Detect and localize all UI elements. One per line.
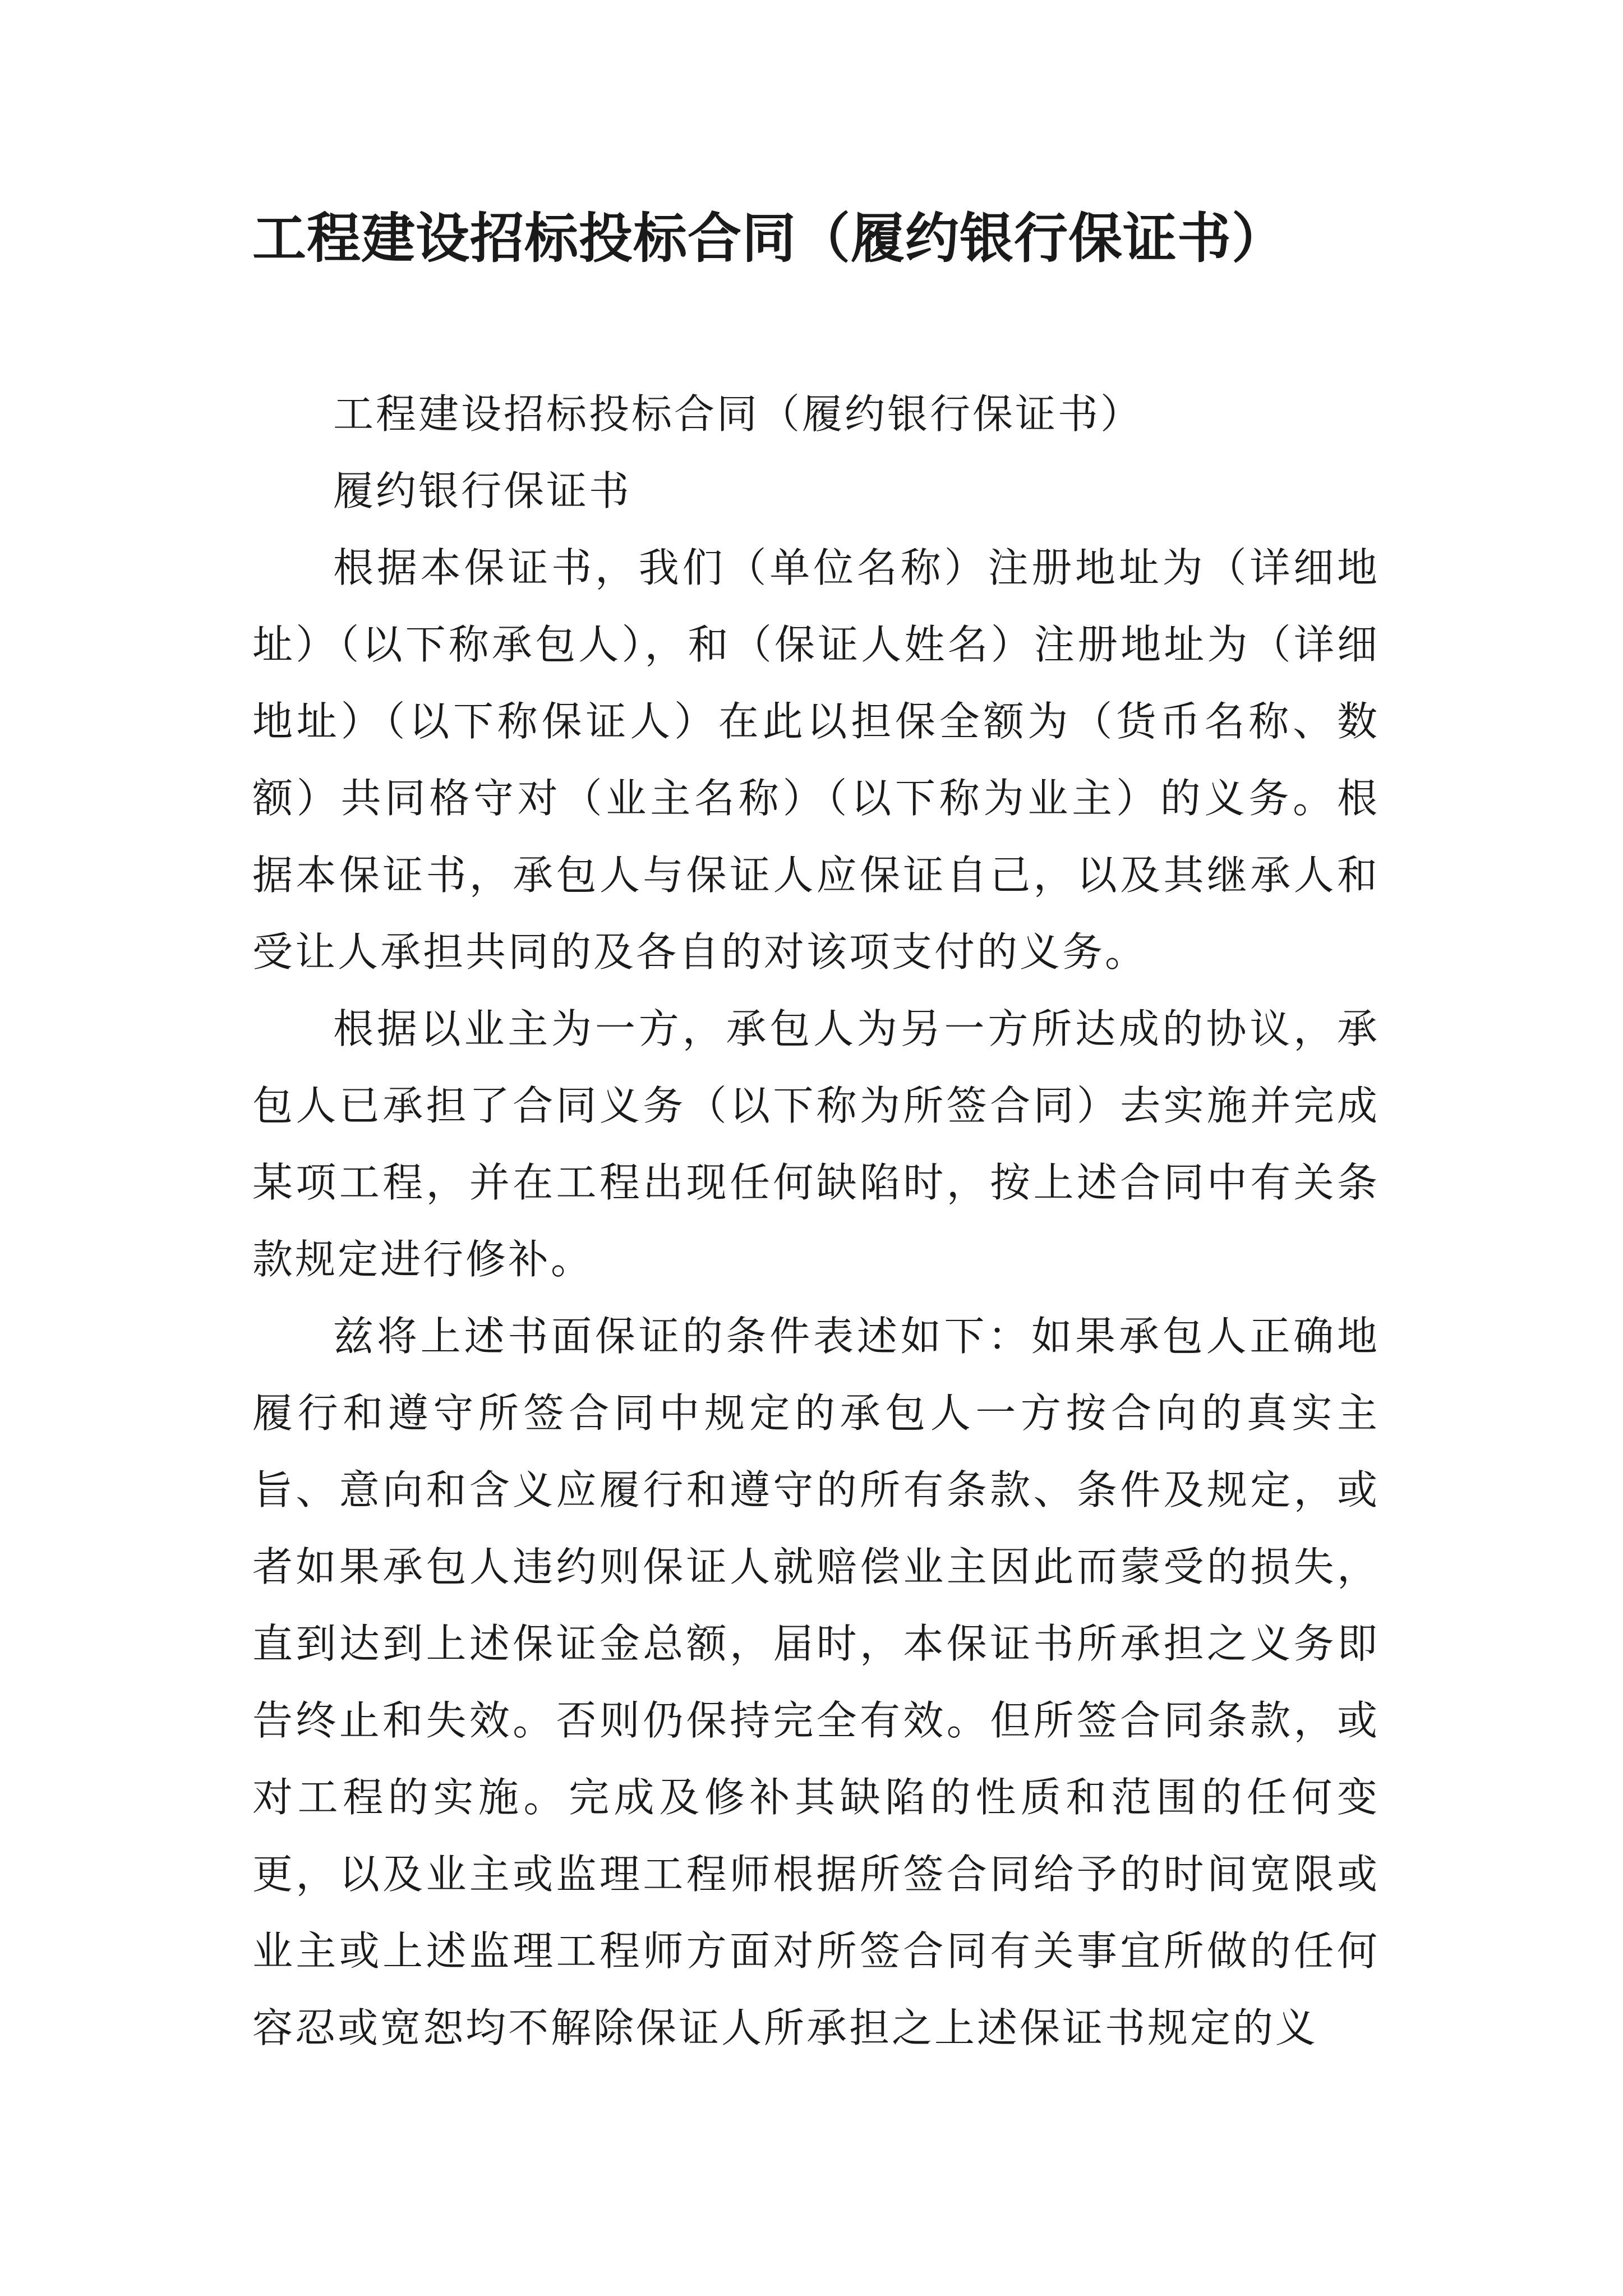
paragraph-subtitle: 工程建设招标投标合同（履约银行保证书） (333, 390, 1144, 438)
document-body (252, 376, 1380, 2067)
document-title: 工程建设招标投标合同（履约银行保证书） (252, 206, 1286, 270)
document-page (252, 202, 1380, 2067)
paragraph-heading: 履约银行保证书 (333, 467, 632, 514)
paragraph-parties: 根据本保证书，我们（单位名称）注册地址为（详细地址）（以下称承包人），和（保证人姓名）注册地址为（详细地址）（以下称保证人）在此以担保全额为（货币名称、数额）共同格守对（业主名称）（以下称为业主）的义务。根据本保证书，承包人与保证人应保证自己，以及其继承人和受让人承担共同的及各自的对该项支付的义务。 (252, 544, 1380, 976)
paragraph-agreement: 根据以业主为一方，承包人为另一方所达成的协议，承包人已承担了合同义务（以下称为所签合同）去实施并完成某项工程，并在工程出现任何缺陷时，按上述合同中有关条款规定进行修补。 (252, 1005, 1380, 1283)
paragraph-conditions: 兹将上述书面保证的条件表述如下：如果承包人正确地履行和遵守所签合同中规定的承包人一方按合向的真实主旨、意向和含义应履行和遵守的所有条款、条件及规定，或者如果承包人违约则保证人就赔偿业主因此而蒙受的损失，直到达到上述保证金总额，届时，本保证书所承担之义务即告终止和失效。否则仍保持完全有效。但所签合同条款，或对工程的实施。完成及修补其缺陷的性质和范围的任何变更，以及业主或监理工程师根据所签合同给予的时间宽限或业主或上述监理工程师方面对所签合同有关事宜所做的任何容忍或宽恕均不解除保证人所承担之上述保证书规定的义 (252, 1313, 1380, 2051)
